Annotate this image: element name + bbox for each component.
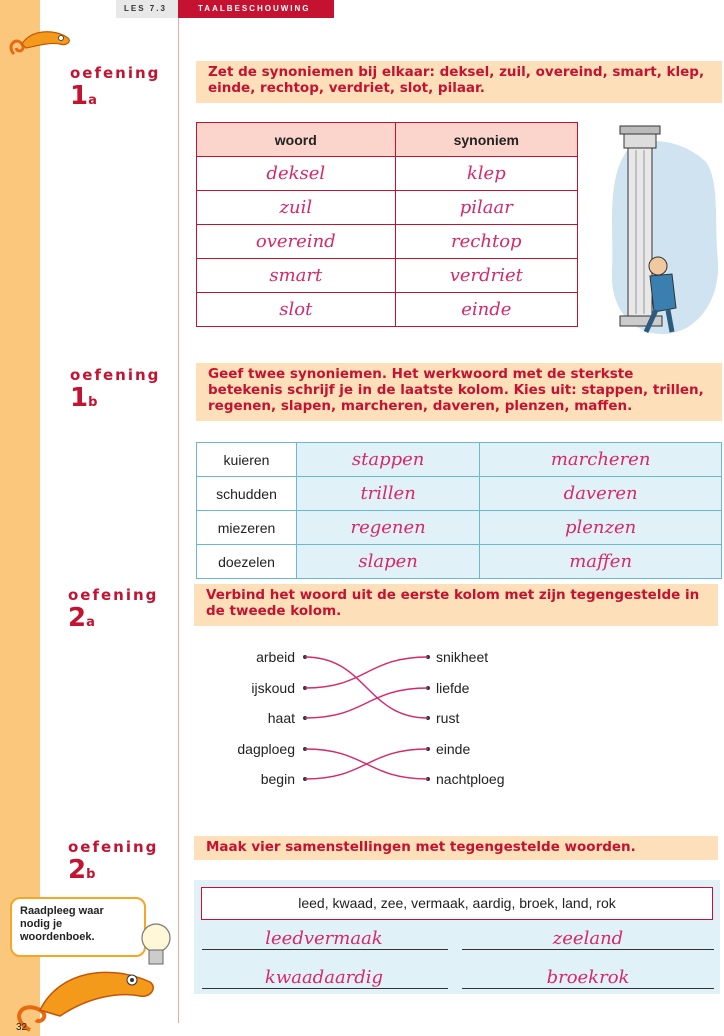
exercise-sub: b (88, 395, 98, 410)
column-header: woord (197, 123, 396, 157)
table-cell[interactable]: pilaar (395, 191, 577, 225)
match-right-word[interactable]: rust (436, 710, 460, 726)
exercise-2b-instruction: Maak vier samenstellingen met tegengestelde woorden. (194, 836, 718, 860)
match-right-word[interactable]: nachtploeg (436, 771, 505, 787)
table-cell: doezelen (197, 545, 297, 579)
answer-line (462, 949, 714, 950)
answer-field[interactable]: zeeland (552, 928, 624, 949)
match-right-word[interactable]: snikheet (436, 649, 489, 665)
exercise-1a-instruction: Zet de synoniemen bij elkaar: deksel, zuil, overeind, smart, klep, einde, rechtop, verdriet, slot, pilaar. (196, 61, 722, 103)
table-cell[interactable]: stappen (297, 443, 480, 477)
exercise-word: oefening (70, 366, 161, 384)
match-right-word[interactable]: liefde (436, 680, 470, 696)
table-cell[interactable]: maffen (480, 545, 722, 579)
exercise-word: oefening (68, 838, 159, 856)
match-left-word[interactable]: begin (260, 771, 295, 787)
exercise-number: 2 (68, 603, 87, 633)
table-cell[interactable]: marcheren (480, 443, 722, 477)
answer-line (202, 949, 448, 950)
match-line (305, 749, 428, 779)
table-cell[interactable]: overeind (197, 225, 396, 259)
table-cell[interactable]: slapen (297, 545, 480, 579)
table-cell[interactable]: deksel (197, 157, 396, 191)
table-cell[interactable]: rechtop (395, 225, 577, 259)
table-cell[interactable]: daveren (480, 477, 722, 511)
hint-box (10, 897, 146, 957)
answer-line (462, 988, 714, 989)
match-left-word[interactable]: arbeid (256, 649, 295, 665)
table-cell: kuieren (197, 443, 297, 477)
match-right-word[interactable]: einde (436, 741, 471, 757)
exercise-number: 2 (68, 855, 87, 885)
table-cell[interactable]: plenzen (480, 511, 722, 545)
answer-line (202, 988, 448, 989)
table-cell: miezeren (197, 511, 297, 545)
table-cell[interactable]: zuil (197, 191, 396, 225)
page-number: 32 (16, 1022, 28, 1033)
exercise-sub: a (88, 93, 97, 108)
table-cell[interactable]: regenen (297, 511, 480, 545)
answer-field[interactable]: kwaadaardig (264, 967, 384, 988)
table-cell[interactable]: einde (395, 293, 577, 327)
header-section: TAALBESCHOUWING (198, 4, 311, 13)
match-left-word[interactable]: dagploeg (237, 741, 295, 757)
table-cell[interactable]: trillen (297, 477, 480, 511)
exercise-sub: a (86, 615, 95, 630)
match-line (305, 688, 428, 718)
hint-text: Raadpleeg waar nodig je woordenboek. (20, 905, 104, 943)
exercise-2a-instruction: Verbind het woord uit de eerste kolom met zijn tegengestelde in de tweede kolom. (194, 584, 718, 626)
exercise-number: 1 (70, 81, 89, 111)
word-list: leed, kwaad, zee, vermaak, aardig, broek, land, rok (201, 887, 713, 920)
answer-field[interactable]: leedvermaak (265, 928, 383, 949)
table-cell[interactable]: slot (197, 293, 396, 327)
exercise-1b-instruction: Geef twee synoniemen. Het werkwoord met de sterkste betekenis schrijf je in de laatste kolom. Kies uit: stappen, trillen, regenen, slapen, marcheren, daveren, plenzen, maffen. (196, 363, 722, 421)
match-left-word[interactable]: haat (267, 710, 295, 726)
exercise-word: oefening (70, 64, 161, 82)
exercise-2b-label (68, 838, 158, 884)
table-cell[interactable]: klep (395, 157, 577, 191)
match-line (305, 657, 428, 688)
exercise-number: 1 (70, 383, 89, 413)
match-left-word[interactable]: ijskoud (251, 680, 295, 696)
column-header: synoniem (395, 123, 577, 157)
exercise-sub: b (86, 867, 96, 882)
answer-field[interactable]: broekrok (546, 967, 630, 988)
exercise-word: oefening (68, 586, 159, 604)
table-cell: schudden (197, 477, 297, 511)
table-cell[interactable]: verdriet (395, 259, 577, 293)
header-lesson: LES 7.3 (124, 4, 167, 13)
table-cell[interactable]: smart (197, 259, 396, 293)
